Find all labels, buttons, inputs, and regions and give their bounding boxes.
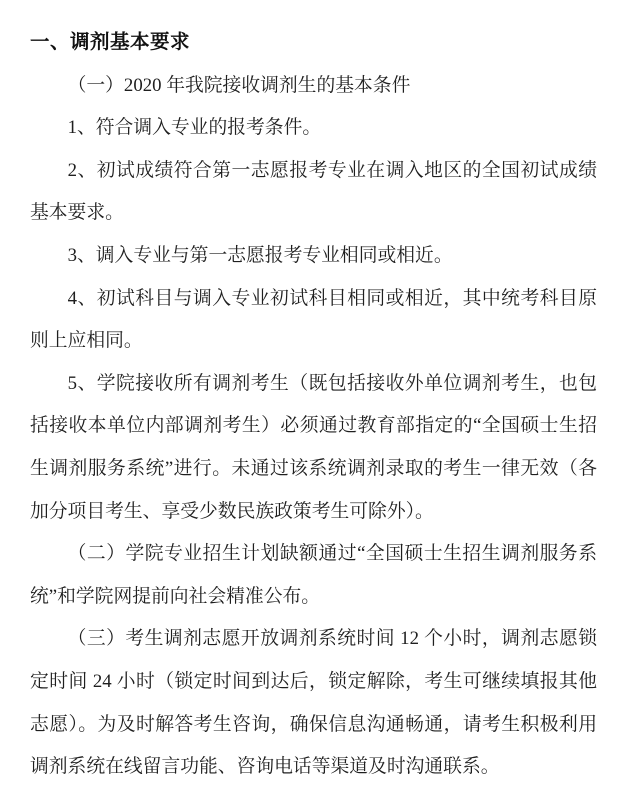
document-body [30, 65, 597, 789]
paragraph: 4、初试科目与调入专业初试科目相同或相近，其中统考科目原则上应相同。 [30, 287, 597, 352]
section-heading: 一、调剂基本要求 [30, 32, 191, 53]
paragraph: 1、符合调入专业的报考条件。 [67, 117, 322, 139]
paragraph: （一）2020 年我院接收调剂生的基本条件 [67, 74, 411, 96]
paragraph: 2、初试成绩符合第一志愿报考专业在调入地区的全国初试成绩基本要求。 [30, 159, 597, 224]
paragraph: 5、学院接收所有调剂考生（既包括接收外单位调剂考生，也包括接收本单位内部调剂考生）必须通过教育部指定的“全国硕士生招生调剂服务系统”进行。未通过该系统调剂录取的考生一律无效（各加分项目考生、享受少数民族政策考生可除外）。 [30, 372, 597, 522]
paragraph: 3、调入专业与第一志愿报考专业相同或相近。 [67, 244, 453, 266]
paragraph: （二）学院专业招生计划缺额通过“全国硕士生招生调剂服务系统”和学院网提前向社会精准公布。 [30, 543, 597, 607]
paragraph: （三）考生调剂志愿开放调剂系统时间 12 个小时，调剂志愿锁定时间 24 小时（锁定时间到达后，锁定解除，考生可继续填报其他志愿）。为及时解答考生咨询，确保信息沟通畅通，请考生积极利用调剂系统在线留言功能、咨询电话等渠道及时沟通联系。 [30, 628, 597, 778]
